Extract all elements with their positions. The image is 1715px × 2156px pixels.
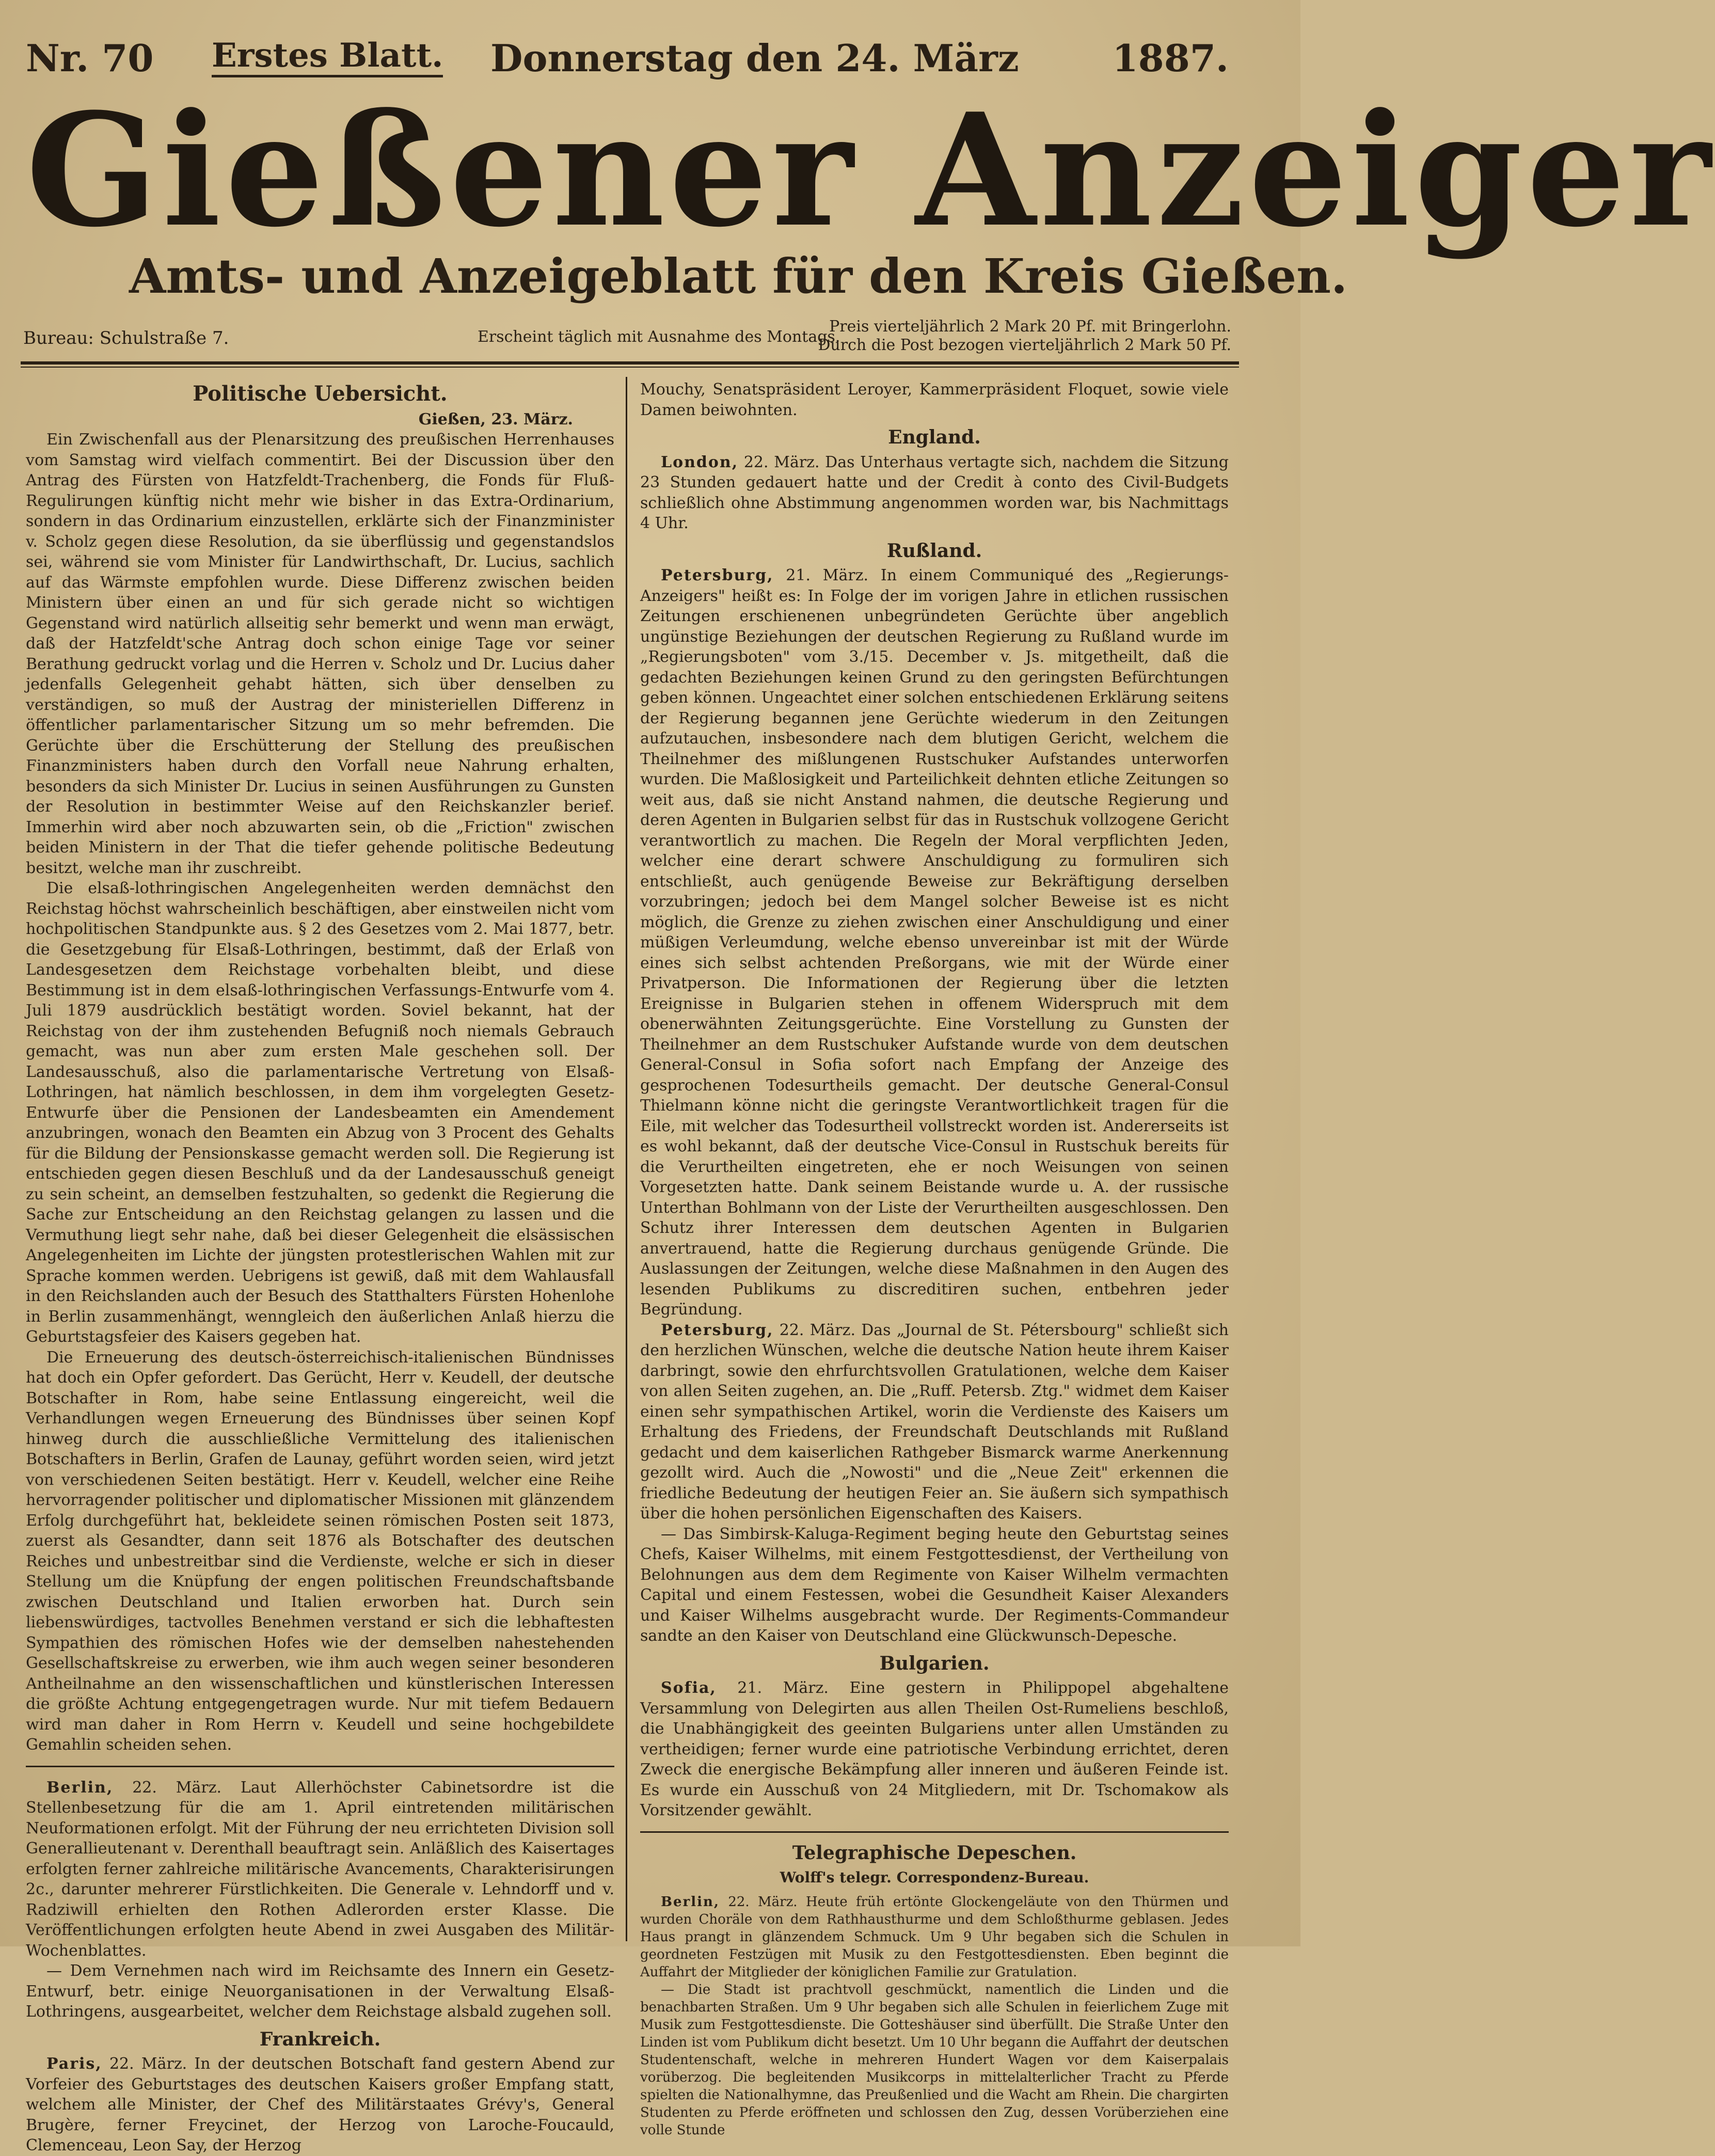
wolff-bureau-label: Wolff's telegr. Correspondenz-Bureau. xyxy=(780,1869,1089,1886)
left-column xyxy=(26,379,614,2154)
sofia-text: 21. März. Eine gestern in Philippopel abgehaltene Versammlung von Delegirten aus allen Theilen Ost-Rumeliens beschloß, die Unabhängigkeit des geeinten Bulgariens unter allen Umständen zu vertheidigen; ferner wurde eine patriotische Verbindung errichtet, deren Zweck die energische Bekämpfung aller inneren und äußeren Feinde ist. Es wurde ein Ausschuß von 24 Mitgliedern, mit Dr. Tschomakow als Vorsitzender gewählt. xyxy=(640,1679,1229,1819)
column-separator xyxy=(626,377,627,1941)
issue-number: Nr. 70 xyxy=(26,36,154,80)
section-heading-telegraphen: Telegraphische Depeschen. xyxy=(792,1842,1077,1864)
header-rule-thin xyxy=(21,367,1239,368)
london-text: 22. März. Das Unterhaus vertagte sich, nachdem die Sitzung 23 Stunden gedauert hatte und der Credit à conto des Civil-Budgets schließlich ohne Abstimmung angenommen worden war, bis Nachmittags 4 Uhr. xyxy=(640,453,1229,532)
article-separator xyxy=(640,1831,1229,1833)
header-rule xyxy=(21,361,1239,364)
place-london: London, xyxy=(661,453,739,471)
issue-year: 1887. xyxy=(1112,36,1229,80)
section-heading-politik: Politische Uebersicht. xyxy=(193,382,448,406)
price-line-2: Durch die Post bezogen vierteljährlich 2 Mark 50 Pf. xyxy=(818,336,1231,354)
article-paragraph: Die elsaß-lothringischen Angelegenheiten werden demnächst den Reichstag höchst wahrscheinlich beschäftigen, aber einstweilen nicht vom hochpolitischen Standpunkte aus. § 2 des Gesetzes vom 2. Mai 1877, betr. die Gesetzgebung für Elsaß-Lothringen, bestimmt, daß der Erlaß von Landesgesetzen dem Reichstage vorbehalten bleibt, und diese Bestimmung ist in dem elsaß-lothringischen Verfassungs-Entwurfe vom 4. Juli 1879 ausdrücklich bestätigt worden. Soviel bekannt, hat der Reichstag von der ihm zustehenden Befugniß noch niemals Gebrauch gemacht, was nun aber zum ersten Male geschehen soll. Der Landesausschuß, also die parlamentarische Vertretung von Elsaß-Lothringen, hat nämlich beschlossen, in dem ihm vorgelegten Gesetz-Entwurfe über die Pensionen der Landesbeamten ein Amendement anzubringen, wonach den Beamten ein Abzug von 3 Procent des Gehalts für die Bildung der Pensionskasse gemacht werden soll. Die Regierung ist entschieden gegen diesen Beschluß und da der Landesausschuß geneigt zu sein scheint, an demselben festzuhalten, so gedenkt die Regierung die Sache zur Entscheidung an den Reichstag gelangen zu lassen und die Vermuthung liegt sehr nahe, daß bei dieser Gelegenheit die elsässischen Angelegenheiten im Lichte der jüngsten protestlerischen Wahlen mit zur Sprache kommen werden. Uebrigens ist gewiß, daß mit dem Wahlausfall in den Reichslanden auch der Besuch des Statthalters Fürsten Hohenlohe in Berlin zusammenhängt, wenngleich den äußerlichen Anlaß hierzu die Geburtstagsfeier des Kaisers gegeben hat. xyxy=(26,879,614,1346)
place-berlin: Berlin, xyxy=(46,1778,114,1797)
section-heading-england: England. xyxy=(888,426,981,448)
article-paragraph-petersburg-2 xyxy=(640,1320,1229,1524)
place-petersburg: Petersburg, xyxy=(661,566,774,584)
masthead-subtitle: Amts- und Anzeigeblatt für den Kreis Gießen. xyxy=(129,248,1348,304)
section-heading-russland: Rußland. xyxy=(886,540,982,562)
right-column xyxy=(640,379,1229,2138)
publication-schedule: Erscheint täglich mit Ausnahme des Montags. xyxy=(478,328,840,346)
article-paragraph-petersburg xyxy=(640,565,1229,1320)
article-paragraph-sofia xyxy=(640,1678,1229,1821)
paris-text: 22. März. In der deutschen Botschaft fand gestern Abend zur Vorfeier des Geburtstages des deutschen Kaisers großer Empfang statt, welchem alle Minister, der Chef des Militärstaates Grévy's, General Brugère, ferner Freycinet, der Herzog von Laroche-Foucauld, Clemenceau, Leon Say, der Herzog xyxy=(26,2055,614,2154)
bureau-address: Bureau: Schulstraße 7. xyxy=(23,328,229,348)
masthead-title: Gießener Anzeiger xyxy=(26,79,1715,261)
place-tberlin: Berlin, xyxy=(661,1894,720,1910)
sheet-label: Erstes Blatt. xyxy=(212,36,443,77)
article-separator xyxy=(26,1766,614,1767)
price-info xyxy=(818,318,1231,355)
place-petersburg-2: Petersburg, xyxy=(661,1321,774,1339)
article-paragraph-paris xyxy=(26,2054,614,2156)
article-paragraph: — Dem Vernehmen nach wird im Reichsamte des Innern ein Gesetz-Entwurf, betr. einige Neuorganisationen in der Verwaltung Elsaß-Lothringens, ausgearbeitet, welcher dem Reichstage alsbald zugehen soll. xyxy=(26,1962,614,2021)
dateline: Gießen, 23. März. xyxy=(418,410,573,429)
article-paragraph: — Das Simbirsk-Kaluga-Regiment beging heute den Geburtstag seines Chefs, Kaiser Wilhelms, mit einem Festgottesdienst, der Vertheilung von Belohnungen aus dem dem Regimente von Kaiser Wilhelm vermachten Capital und einem Festessen, wobei die Gesundheit Kaiser Alexanders und Kaiser Wilhelms ausgebracht wurde. Der Regiments-Commandeur sandte an den Kaiser von Deutschland eine Glückwunsch-Depesche. xyxy=(640,1525,1229,1645)
info-line xyxy=(23,318,1231,364)
place-sofia: Sofia, xyxy=(661,1679,717,1697)
telegram-berlin-2: — Die Stadt ist prachtvoll geschmückt, namentlich die Linden und die benachbarten Straßen. Um 9 Uhr begaben sich alle Schulen in feierlichem Zuge mit Musik zum Festgottesdienste. Die Gotteshäuser sind überfüllt. Die Straße Unter den Linden ist vom Publikum dicht besetzt. Um 10 Uhr begann die Auffahrt der deutschen Studentenschaft, welche in mehreren Hundert Wagen vor dem Kaiserpalais vorüberzog. Die begleitenden Musikcorps in mittelalterlicher Tracht zu Pferde spielten die Nationalhymne, das Preußenlied und die Wacht am Rhein. Die chargirten Studenten zu Pferde eröffneten und schlossen den Zug, dessen Vorüberziehen eine volle Stunde xyxy=(640,1981,1229,2138)
telegram-block xyxy=(640,1893,1229,2139)
place-paris: Paris, xyxy=(46,2055,102,2073)
berlin-text: 22. März. Laut Allerhöchster Cabinetsordre ist die Stellenbesetzung für die am 1. April eintretenden militärischen Neuformationen erfolgt. Mit der Führung der neu errichteten Division soll Generallieutenant v. Derenthall beauftragt sein. Anläßlich des Kaisertages erfolgten ferner zahlreiche militärische Avancements, Charakterisirungen 2c., darunter mehrerer Fürstlichkeiten. Die Generale v. Lehndorff und v. Radziwill erhielten den Rothen Adlerorden erster Klasse. Die Veröffentlichungen erfolgten heute Abend in zwei Ausgaben des Militär-Wochenblattes. xyxy=(26,1778,614,1960)
tberlin-text: 22. März. Heute früh ertönte Glockengeläute von den Thürmen und wurden Choräle von dem Rathhausthurme und dem Schloßthurme geblasen. Jedes Haus prangt in glänzendem Schmuck. Um 9 Uhr begaben sich die Schulen in geordneten Festzügen mit Musik zu den Festgottesdiensten. Eben beginnt die Auffahrt der Mitglieder der königlichen Familie zur Gratulation. xyxy=(640,1894,1229,1980)
article-paragraph-london xyxy=(640,452,1229,534)
petersburg-text: 21. März. In einem Communiqué des „Regierungs-Anzeigers" heißt es: In Folge der im vorigen Jahre in etlichen russischen Zeitungen erschienenen unbegründeten Gerüchte über angeblich ungünstige Beziehungen der deutschen Regierung zu Rußland wurde im „Regierungsboten" vom 3./15. December v. Js. mitgetheilt, daß die gedachten Beziehungen keinen Grund zu den geringsten Befürchtungen geben können. Ungeachtet einer solchen entschiedenen Erklärung seitens der Regierung begannen jene Gerüchte wiederum in den Zeitungen aufzutauchen, insbesondere nach dem blutigen Gericht, welchem die Theilnehmer des mißlungenen Rustschuker Aufstandes unterworfen wurden. Die Maßlosigkeit und Parteilichkeit dehnten etliche Zeitungen so weit aus, daß sie nicht Anstand nahmen, die deutsche Regierung und deren Agenten in Bulgarien selbst für das in Rustschuk vollzogene Gericht verantwortlich zu machen. Die Regeln der Moral verpflichten Jeden, welcher eine derart schwere Anschuldigung zu formuliren sich entschließt, auch genügende Beweise zur Bekräftigung derselben vorzubringen; jedoch bei dem Mangel solcher Beweise ist es nicht möglich, die Grenze zu ziehen zwischen einer Anschuldigung und einer müßigen Verleumdung, welche ebenso unvereinbar ist mit der Würde eines sich selbst achtenden Preßorgans, wie mit der Würde einer Privatperson. Die Informationen der Regierung über die letzten Ereignisse in Bulgarien stehen in offenem Widerspruch mit dem obenerwähnten Zeitungsgerüchte. Eine Vorstellung zu Gunsten der Theilnehmer an dem Rustschuker Aufstande wurde von dem deutschen General-Consul in Sofia sofort nach Empfang der Anzeige des gesprochenen Todesurtheils gemacht. Der deutsche General-Consul Thielmann könne nicht die geringste Verantwortlichkeit tragen für die Eile, mit welcher das Todesurtheil vollstreckt worden ist. Andererseits ist es wohl bekannt, daß der deutsche Vice-Consul in Rustschuk bereits für die Verurtheilten eingetreten, ehe er noch Weisungen von seinen Vorgesetzten hatte. Dank seinem Beistande wurde u. A. der russische Unterthan Bohlmann von der Liste der Verurtheilten ausgeschlossen. Den Schutz ihrer Interessen dem deutschen Agenten in Bulgarien anvertrauend, hatte die Regierung durchaus genügende Gründe. Die Auslassungen der Zeitungen, welche diese Maßnahmen in den Augen des lesenden Publikums zu discreditiren suchen, entbehren jeder Begründung. xyxy=(640,566,1229,1319)
article-paragraph-berlin xyxy=(26,1778,614,1961)
header-line xyxy=(26,36,1229,83)
price-line-1: Preis vierteljährlich 2 Mark 20 Pf. mit Bringerlohn. xyxy=(829,318,1231,336)
telegram-berlin xyxy=(640,1893,1229,1981)
issue-date: Donnerstag den 24. März xyxy=(490,36,1019,80)
article-paragraph: Ein Zwischenfall aus der Plenarsitzung des preußischen Herrenhauses vom Samstag wird vielfach commentirt. Bei der Discussion über den Antrag des Fürsten von Hatzfeldt-Trachenberg, die Fonds für Fluß-Regulirungen künftig nicht mehr wie bisher in das Extra-Ordinarium, sondern in das Ordinarium einzustellen, erklärte sich der Finanzminister v. Scholz gegen diese Resolution, da sie überflüssig und gegenstandslos sei, während sie vom Minister für Landwirthschaft, Dr. Lucius, sachlich auf das Wärmste empfohlen wurde. Diese Differenz zwischen beiden Ministern über einen an und für sich gerade nicht so wichtigen Gegenstand wird natürlich allseitig sehr bemerkt und wenn man erwägt, daß der Hatzfeldt'sche Antrag doch schon einige Tage vor seiner Berathung gedruckt vorlag und die Herren v. Scholz und Dr. Lucius daher jedenfalls Gelegenheit gehabt hätten, sich über denselben zu verständigen, so muß der Austrag der ministeriellen Differenz in öffentlicher parlamentarischer Sitzung um so mehr befremden. Die Gerüchte über die Erschütterung der Stellung des preußischen Finanzministers haben durch den Vorfall neue Nahrung erhalten, besonders da sich Minister Dr. Lucius in seinen Ausführungen zu Gunsten der Resolution in bestimmter Weise auf den Reichskanzler berief. Immerhin wird aber noch abzuwarten sein, ob die „Friction" zwischen beiden Ministern in der That die tiefer gehende politische Bedeutung besitzt, welche man ihr zuschreibt. xyxy=(26,431,614,877)
section-heading-frankreich: Frankreich. xyxy=(259,2028,381,2050)
section-heading-bulgarien: Bulgarien. xyxy=(879,1652,990,1674)
article-paragraph: Die Erneuerung des deutsch-österreichisch-italienischen Bündnisses hat doch ein Opfer gefordert. Das Gerücht, Herr v. Keudell, der deutsche Botschafter in Rom, habe seine Entlassung eingereicht, weil die Verhandlungen wegen Erneuerung des Bündnisses über seinen Kopf hinweg durch die ausschließliche Vermittelung des italienischen Botschafters in Berlin, Grafen de Launay, geführt worden seien, wird jetzt von verschiedenen Seiten bestätigt. Herr v. Keudell, welcher eine Reihe hervorragender politischer und diplomatischer Missionen mit glänzendem Erfolg durchgeführt hat, bekleidete seinen römischen Posten seit 1873, zuerst als Gesandter, dann seit 1876 als Botschafter des deutschen Reiches und unbestreitbar sind die Verdienste, welche er sich in dieser Stellung um die Knüpfung der engen politischen Freundschaftsbande zwischen Deutschland und Italien erworben hat. Durch sein liebenswürdiges, tactvolles Benehmen verstand er sich die lebhaftesten Sympathien des römischen Hofes wie der demselben nahestehenden Gesellschaftskreise zu erwerben, wie ihm auch wegen seiner besonderen Antheilnahme an den wissenschaftlichen und künstlerischen Interessen die größte Achtung entgegengetragen wurde. Nur mit tiefem Bedauern wird man daher in Rom Herrn v. Keudell und seine hochgebildete Gemahlin scheiden sehen. xyxy=(26,1348,614,1754)
petersburg-text-2: 22. März. Das „Journal de St. Pétersbourg" schließt sich den herzlichen Wünschen, welche die deutsche Nation heute ihrem Kaiser darbringt, sowie den ehrfurchtsvollen Gratulationen, welche dem Kaiser von allen Seiten zugehen, an. Die „Ruff. Petersb. Ztg." widmet dem Kaiser einen sehr sympathischen Artikel, worin die Verdienste des Kaisers um Erhaltung des Friedens, der Freundschaft Deutschlands mit Rußland gedacht und dem kaiserlichen Rathgeber Bismarck warme Anerkennung gezollt wird. Auch die „Nowosti" und die „Neue Zeit" erkennen die friedliche Bedeutung der heutigen Feier an. Sie äußern sich sympathisch über die hohen persönlichen Eigenschaften des Kaisers. xyxy=(640,1321,1229,1523)
article-continuation: Mouchy, Senatspräsident Leroyer, Kammerpräsident Floquet, sowie viele Damen beiwohnten. xyxy=(640,381,1229,419)
